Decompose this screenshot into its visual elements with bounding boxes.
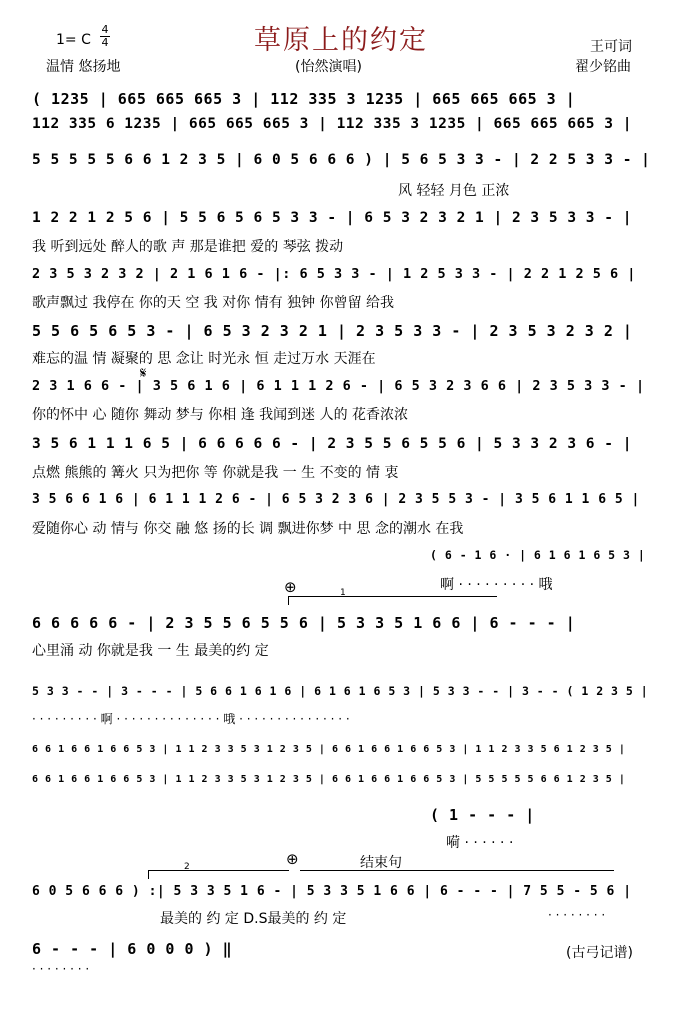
- volta-number: 1: [340, 588, 346, 598]
- score-row: 6 0 5 6 6 6 ) :| 5 3 3 5 1 6 - | 5 3 3 5 1 6 6 | 6 - - - | 7 5 5 - 5 6 |: [32, 884, 632, 899]
- volta-bracket: [148, 870, 289, 879]
- score-row: 3 5 6 1 1 1 6 5 | 6 6 6 6 6 - | 2 3 5 5 6 5 5 6 | 5 3 3 2 3 6 - |: [32, 436, 632, 452]
- expression-mark: 温情 悠扬地: [46, 59, 121, 75]
- lyrics-row: 我 听到远处 醉人的歌 声 那是谁把 爱的 琴弦 拨动: [32, 239, 344, 255]
- transcriber-credit: (古弓记谱): [566, 945, 633, 961]
- score-row: 3 5 6 6 1 6 | 6 1 1 1 2 6 - | 6 5 3 2 3 6 | 2 3 5 5 3 - | 3 5 6 1 1 6 5 |: [32, 492, 640, 507]
- lyrics-row: 风 轻轻 月色 正浓: [398, 183, 510, 199]
- lyricist-credit: 王可词: [590, 39, 632, 55]
- score-row: ( 1235 | 665 665 665 3 | 112 335 3 1235 | 665 665 665 3 |: [32, 90, 576, 108]
- lyrics-row: 啊 · · · · · · · · · 哦: [440, 577, 553, 593]
- time-signature: [100, 24, 110, 49]
- score-row: 5 5 5 5 5 6 6 1 2 3 5 | 6 0 5 6 6 6 ) | 5 6 5 3 3 - | 2 2 5 3 3 - |: [32, 152, 651, 168]
- composer-credit: 翟少铭曲: [575, 59, 631, 75]
- time-sig-bottom: 4: [101, 36, 109, 49]
- score-row: 6 6 1 6 6 1 6 6 5 3 | 1 1 2 3 3 5 3 1 2 3 5 | 6 6 1 6 6 1 6 6 5 3 | 1 1 2 3 3 5 6 1 2 3 5 |: [32, 744, 626, 755]
- song-title: 草原上的约定: [254, 25, 428, 56]
- score-row: 6 - - - | 6 0 0 0 ) ‖: [32, 940, 233, 958]
- score-row: 2 3 5 3 2 3 2 | 2 1 6 1 6 - |: 6 5 3 3 - | 1 2 5 3 3 - | 2 2 1 2 5 6 |: [32, 266, 636, 282]
- ending-label: 结束句: [360, 855, 402, 871]
- lyrics-row: 歌声飘过 我停在 你的天 空 我 对你 情有 独钟 你曾留 给我: [32, 295, 395, 311]
- low-octave-dots: · · · · · · · ·: [32, 962, 90, 976]
- score-row: 6 6 6 6 6 - | 2 3 5 5 6 5 5 6 | 5 3 3 5 1 6 6 | 6 - - - |: [32, 614, 576, 632]
- lyrics-row: 你的怀中 心 随你 舞动 梦与 你相 逢 我闻到迷 人的 花香浓浓: [32, 407, 409, 423]
- lyrics-row: · · · · · · · · · 啊 · · · · · · · · · · · · · · 哦 · · · · · · · · · · · · · · ·: [32, 712, 350, 726]
- score-row: 112 335 6 1235 | 665 665 665 3 | 112 335 3 1235 | 665 665 665 3 |: [32, 116, 632, 132]
- score-row: ( 6 - 1 6 · | 6 1 6 1 6 5 3 |: [430, 548, 646, 562]
- lyrics-row: 点燃 熊熊的 篝火 只为把你 等 你就是我 一 生 不变的 情 衷: [32, 465, 399, 481]
- key-signature: 1= C: [56, 32, 91, 48]
- score-row: 6 6 1 6 6 1 6 6 5 3 | 1 1 2 3 3 5 3 1 2 3 5 | 6 6 1 6 6 1 6 6 5 3 | 5 5 5 5 5 6 6 1 2 3 5 |: [32, 774, 626, 785]
- low-octave-dots: · · · · · · · ·: [548, 908, 606, 922]
- lyrics-row: 爱随你心 动 情与 你交 融 悠 扬的长 调 飘进你梦 中 思 念的潮水 在我: [32, 521, 464, 537]
- ending-bracket: [300, 870, 614, 871]
- lyrics-row: 难忘的温 情 凝聚的 思 念让 时光永 恒 走过万水 天涯在: [32, 351, 376, 367]
- score-row: 5 5 6 5 6 5 3 - | 6 5 3 2 3 2 1 | 2 3 5 3 3 - | 2 3 5 3 2 3 2 |: [32, 322, 633, 340]
- time-sig-top: 4: [101, 23, 109, 36]
- coda-icon: ⊕: [286, 850, 299, 868]
- score-row: ( 1 - - - |: [430, 806, 535, 824]
- lyrics-row: 心里涌 动 你就是我 一 生 最美的约 定: [32, 643, 269, 659]
- volta-number: 2: [184, 862, 190, 872]
- segno-icon: 𝄋: [140, 364, 147, 382]
- lyrics-row: 最美的 约 定 D.S最美的 约 定: [160, 911, 347, 927]
- score-row: 5 3 3 - - | 3 - - - | 5 6 6 1 6 1 6 | 6 1 6 1 6 5 3 | 5 3 3 - - | 3 - - ( 1 2 3 5 |: [32, 684, 649, 698]
- lyrics-row: 嗬 · · · · · ·: [446, 835, 514, 851]
- score-row: 2 3 1 6 6 - | 3 5 6 1 6 | 6 1 1 1 2 6 - | 6 5 3 2 3 6 6 | 2 3 5 3 3 - |: [32, 378, 645, 394]
- coda-icon: ⊕: [284, 578, 297, 596]
- volta-bracket: [288, 596, 497, 605]
- singer-credit: (怡然演唱): [295, 59, 362, 75]
- score-row: 1 2 2 1 2 5 6 | 5 5 6 5 6 5 3 3 - | 6 5 3 2 3 2 1 | 2 3 5 3 3 - |: [32, 210, 632, 226]
